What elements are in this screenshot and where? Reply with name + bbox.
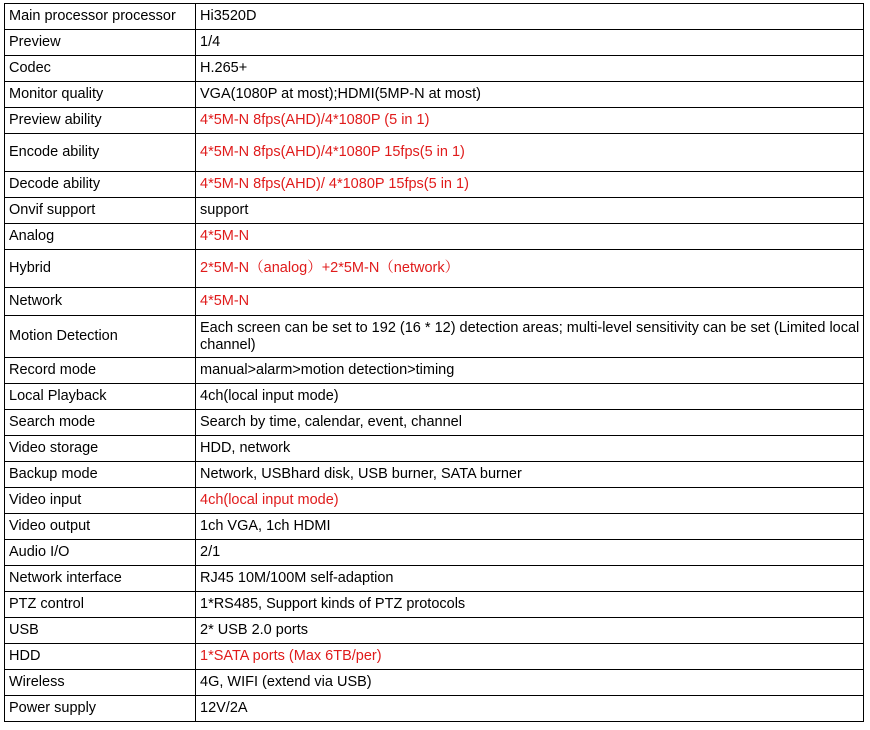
spec-value-cell: 12V/2A — [196, 696, 864, 722]
spec-label-cell: Wireless — [5, 670, 196, 696]
spec-label-cell: Video input — [5, 488, 196, 514]
spec-value-cell: Hi3520D — [196, 4, 864, 30]
spec-label-cell: PTZ control — [5, 592, 196, 618]
table-row — [5, 436, 864, 462]
table-row — [5, 30, 864, 56]
spec-label-cell: Preview ability — [5, 108, 196, 134]
table-row — [5, 198, 864, 224]
spec-label-cell: Record mode — [5, 358, 196, 384]
table-row — [5, 514, 864, 540]
table-row — [5, 224, 864, 250]
spec-value-cell: RJ45 10M/100M self-adaption — [196, 566, 864, 592]
spec-value-cell: 4*5M-N 8fps(AHD)/4*1080P (5 in 1) — [196, 108, 864, 134]
table-row — [5, 566, 864, 592]
spec-label-cell: Local Playback — [5, 384, 196, 410]
table-row — [5, 384, 864, 410]
table-row — [5, 358, 864, 384]
table-row — [5, 108, 864, 134]
table-row — [5, 488, 864, 514]
spec-value-cell: 4*5M-N 8fps(AHD)/ 4*1080P 15fps(5 in 1) — [196, 172, 864, 198]
spec-value-cell: 4*5M-N — [196, 224, 864, 250]
spec-value-cell: 1/4 — [196, 30, 864, 56]
spec-label-cell: Video output — [5, 514, 196, 540]
spec-label-cell: Search mode — [5, 410, 196, 436]
table-row — [5, 56, 864, 82]
spec-label-cell: Codec — [5, 56, 196, 82]
table-row — [5, 134, 864, 172]
spec-label-cell: Encode ability — [5, 134, 196, 172]
table-row — [5, 540, 864, 566]
spec-label-cell: Network interface — [5, 566, 196, 592]
table-row — [5, 670, 864, 696]
spec-label-cell: Backup mode — [5, 462, 196, 488]
spec-value-cell: 4G, WIFI (extend via USB) — [196, 670, 864, 696]
table-row — [5, 696, 864, 722]
spec-label-cell: Preview — [5, 30, 196, 56]
spec-value-cell: 4*5M-N 8fps(AHD)/4*1080P 15fps(5 in 1) — [196, 134, 864, 172]
spec-value-cell: 1*SATA ports (Max 6TB/per) — [196, 644, 864, 670]
spec-value-cell: 2* USB 2.0 ports — [196, 618, 864, 644]
table-row — [5, 410, 864, 436]
spec-value-cell: 1*RS485, Support kinds of PTZ protocols — [196, 592, 864, 618]
spec-value-cell: VGA(1080P at most);HDMI(5MP-N at most) — [196, 82, 864, 108]
spec-value-cell: 4ch(local input mode) — [196, 384, 864, 410]
spec-value-cell: 4*5M-N — [196, 288, 864, 316]
spec-label-cell: Main processor processor — [5, 4, 196, 30]
spec-label-cell: Onvif support — [5, 198, 196, 224]
spec-value-cell: 2*5M-N（analog）+2*5M-N（network） — [196, 250, 864, 288]
spec-label-cell: Power supply — [5, 696, 196, 722]
spec-value-cell: support — [196, 198, 864, 224]
table-row — [5, 618, 864, 644]
spec-table-body — [5, 4, 864, 722]
spec-value-cell: 2/1 — [196, 540, 864, 566]
spec-label-cell: USB — [5, 618, 196, 644]
spec-value-cell: Network, USBhard disk, USB burner, SATA burner — [196, 462, 864, 488]
spec-label-cell: Analog — [5, 224, 196, 250]
spec-value-cell: Search by time, calendar, event, channel — [196, 410, 864, 436]
spec-value-cell: Each screen can be set to 192 (16 * 12) detection areas; multi-level sensitivity can be set (Limited local channel) — [196, 316, 864, 358]
spec-table — [4, 3, 864, 722]
spec-label-cell: Monitor quality — [5, 82, 196, 108]
spec-label-cell: Network — [5, 288, 196, 316]
spec-value-cell: H.265+ — [196, 56, 864, 82]
spec-label-cell: HDD — [5, 644, 196, 670]
spec-label-cell: Audio I/O — [5, 540, 196, 566]
spec-value-cell: 4ch(local input mode) — [196, 488, 864, 514]
spec-label-cell: Hybrid — [5, 250, 196, 288]
spec-value-cell: HDD, network — [196, 436, 864, 462]
table-row — [5, 4, 864, 30]
spec-label-cell: Video storage — [5, 436, 196, 462]
spec-value-cell: 1ch VGA, 1ch HDMI — [196, 514, 864, 540]
table-row — [5, 82, 864, 108]
table-row — [5, 316, 864, 358]
spec-label-cell: Decode ability — [5, 172, 196, 198]
table-row — [5, 592, 864, 618]
spec-value-cell: manual>alarm>motion detection>timing — [196, 358, 864, 384]
table-row — [5, 462, 864, 488]
table-row — [5, 250, 864, 288]
spec-label-cell: Motion Detection — [5, 316, 196, 358]
table-row — [5, 288, 864, 316]
table-row — [5, 644, 864, 670]
table-row — [5, 172, 864, 198]
